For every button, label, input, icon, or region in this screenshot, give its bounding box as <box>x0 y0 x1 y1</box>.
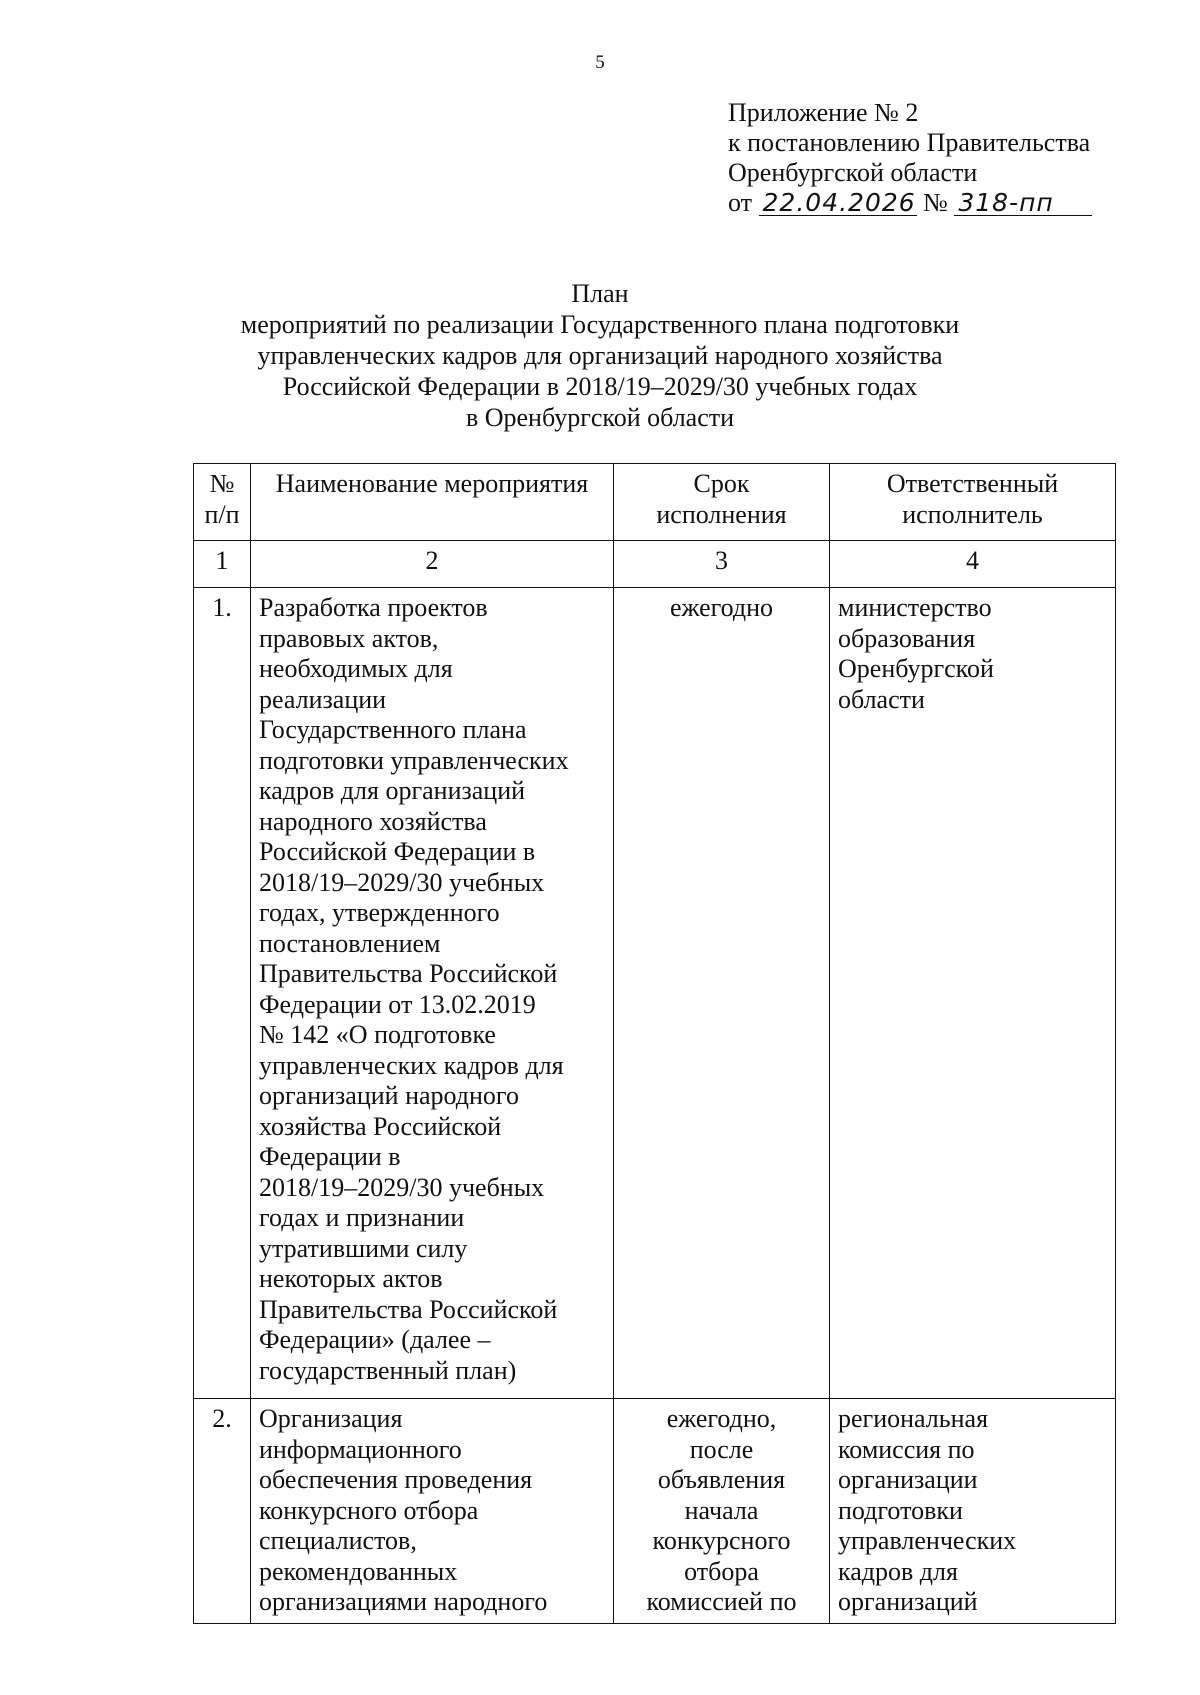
appendix-resolution: к постановлению Правительства <box>728 128 1091 157</box>
row-term: ежегодно, после объявления начала конкурсного отбора комиссией по <box>614 1399 830 1624</box>
column-number: 4 <box>830 541 1116 588</box>
date-label: от <box>728 188 753 217</box>
column-number: 2 <box>251 541 614 588</box>
appendix-region: Оренбургской области <box>728 158 978 187</box>
title-line-5: в Оренбургской области <box>465 403 735 432</box>
plan-table <box>193 463 1116 1624</box>
document-title <box>150 278 1050 433</box>
row-term: ежегодно <box>614 588 830 1399</box>
row-number: 2. <box>194 1399 251 1624</box>
title-line-3: управленческих кадров для организаций народного хозяйства <box>257 341 943 370</box>
title-line-1: План <box>571 279 629 308</box>
header-term: Срок исполнения <box>614 464 830 541</box>
table-row <box>194 1399 1116 1624</box>
column-number-row <box>194 541 1116 588</box>
row-activity-name: Разработка проектов правовых актов, необходимых для реализации Государственного плана подготовки управленческих кадров для организаций народного хозяйства Российской Федерации в 2018/19–2029/30 учебных годах, утвержденного постановлением Правительства Российской Федерации от 13.02.2019 № 142 «О подготовке управленческих кадров для организаций народного хозяйства Российской Федерации в 2018/19–2029/30 учебных годах и признании утратившими силу некоторых актов Правительства Российской Федерации» (далее – государственный план) <box>251 588 614 1399</box>
row-responsible: региональная комиссия по организации подготовки управленческих кадров для организаций <box>830 1399 1116 1624</box>
number-handwritten: 318-пп <box>954 191 1092 216</box>
title-line-4: Российской Федерации в 2018/19–2029/30 учебных годах <box>282 372 918 401</box>
header-responsible: Ответственный исполнитель <box>830 464 1116 541</box>
appendix-date-line <box>728 188 1188 218</box>
column-number: 3 <box>614 541 830 588</box>
header-num: № п/п <box>194 464 251 541</box>
row-responsible: министерство образования Оренбургской области <box>830 588 1116 1399</box>
date-handwritten: 22.04.2026 <box>759 191 917 216</box>
table-header-row <box>194 464 1116 541</box>
number-label: № <box>923 188 948 217</box>
column-number: 1 <box>194 541 251 588</box>
page-number: 5 <box>595 52 605 73</box>
appendix-title: Приложение № 2 <box>728 98 919 127</box>
title-line-2: мероприятий по реализации Государственного плана подготовки <box>240 310 960 339</box>
header-name: Наименование мероприятия <box>251 464 614 541</box>
row-activity-name: Организация информационного обеспечения проведения конкурсного отбора специалистов, рекомендованных организациями народного <box>251 1399 614 1624</box>
table-row <box>194 588 1116 1399</box>
row-number: 1. <box>194 588 251 1399</box>
appendix-block <box>728 98 1188 218</box>
